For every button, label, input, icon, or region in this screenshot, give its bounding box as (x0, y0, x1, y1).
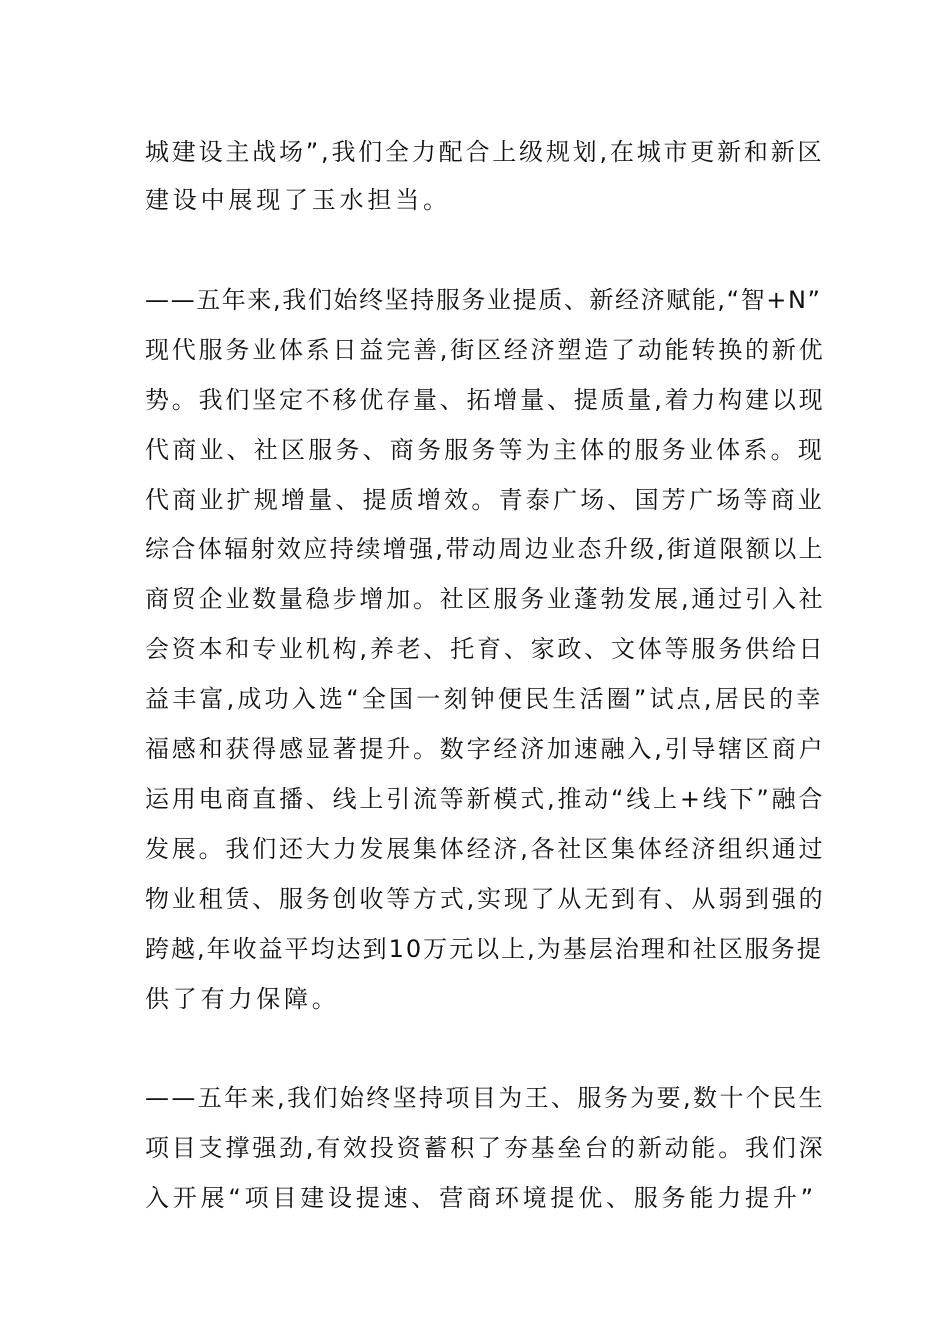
text-line: 运用电商直播、线上引流等新模式,推动“线上+线下”融合 (145, 785, 826, 813)
text-line: 建设中展现了玉水担当。 (145, 186, 451, 214)
text-line: 福感和获得感显著提升。数字经济加速融入,引导辖区商户 (145, 735, 826, 763)
text-line: 发展。我们还大力发展集体经济,各社区集体经济组织通过 (145, 835, 826, 863)
text-line: ——五年来,我们始终坚持服务业提质、新经济赋能,“智+N” (145, 286, 822, 314)
text-line: 跨越,年收益平均达到10万元以上,为基层治理和社区服务提 (145, 935, 823, 963)
text-line: 综合体辐射效应持续增强,带动周边业态升级,街道限额以上 (145, 535, 826, 563)
text-line: 物业租赁、服务创收等方式,实现了从无到有、从弱到强的 (145, 885, 826, 913)
text-line: 代商业扩规增量、提质增效。青泰广场、国芳广场等商业 (145, 486, 825, 514)
text-line: 益丰富,成功入选“全国一刻钟便民生活圈”试点,居民的幸 (145, 685, 824, 713)
text-line: 现代服务业体系日益完善,街区经济塑造了动能转换的新优 (145, 336, 826, 364)
text-line: 商贸企业数量稳步增加。社区服务业蓬勃发展,通过引入社 (145, 585, 826, 613)
text-line: 项目支撑强劲,有效投资蓄积了夯基垒台的新动能。我们深 (145, 1134, 826, 1162)
text-line: 供了有力保障。 (145, 985, 340, 1013)
text-line: 城建设主战场”,我们全力配合上级规划,在城市更新和新区 (145, 138, 825, 166)
text-line: ——五年来,我们始终坚持项目为王、服务为要,数十个民生 (145, 1084, 826, 1112)
text-line: 会资本和专业机构,养老、托育、家政、文体等服务供给日 (145, 635, 826, 663)
text-line: 势。我们坚定不移优存量、拓增量、提质量,着力构建以现 (145, 386, 826, 414)
text-line: 代商业、社区服务、商务服务等为主体的服务业体系。现 (145, 436, 825, 464)
text-line: 入开展“项目建设提速、营商环境提优、服务能力提升” (145, 1184, 817, 1212)
